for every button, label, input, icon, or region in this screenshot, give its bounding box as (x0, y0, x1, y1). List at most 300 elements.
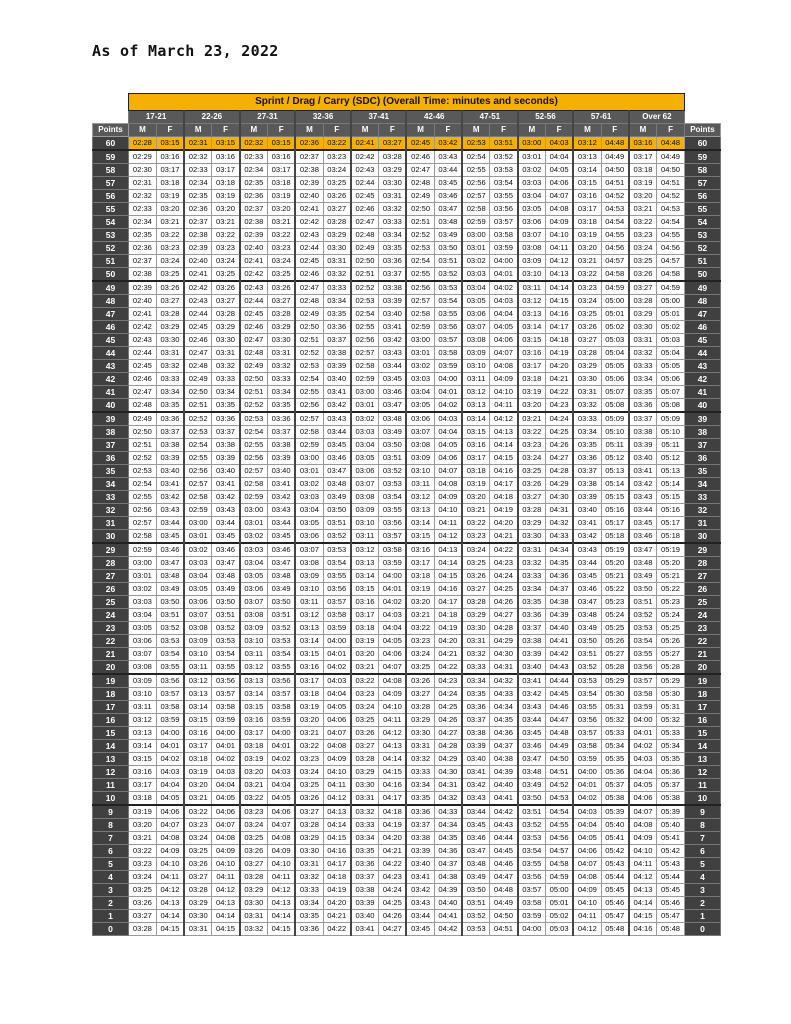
female-time-cell: 04:52 (545, 779, 573, 792)
female-time-cell: 03:24 (212, 255, 240, 268)
female-time-cell: 05:48 (601, 923, 629, 936)
male-time-cell: 03:32 (295, 871, 323, 884)
male-time-cell: 03:24 (518, 452, 546, 465)
points-cell: 49 (93, 281, 129, 295)
male-time-cell: 04:05 (573, 832, 601, 845)
female-time-cell: 03:49 (267, 583, 295, 596)
female-time-cell: 04:13 (434, 543, 462, 557)
points-cell: 54 (684, 216, 720, 229)
female-time-cell: 03:57 (434, 334, 462, 347)
male-time-cell: 02:41 (184, 268, 212, 282)
female-time-cell: 03:28 (379, 150, 407, 164)
female-time-cell: 03:23 (323, 150, 351, 164)
male-time-cell: 03:35 (629, 386, 657, 399)
female-time-cell: 04:44 (545, 674, 573, 688)
female-time-cell: 04:03 (212, 766, 240, 779)
male-time-cell: 03:30 (351, 779, 379, 792)
male-time-cell: 02:37 (184, 216, 212, 229)
male-time-cell: 04:07 (573, 858, 601, 871)
female-time-cell: 05:38 (657, 792, 685, 806)
female-time-cell: 03:44 (267, 517, 295, 530)
male-time-cell: 03:48 (629, 557, 657, 570)
points-cell: 4 (684, 871, 720, 884)
male-time-cell: 03:09 (129, 674, 157, 688)
female-time-cell: 03:40 (323, 373, 351, 386)
female-time-cell: 03:28 (267, 308, 295, 321)
female-time-cell: 03:55 (156, 661, 184, 675)
score-row (93, 543, 721, 557)
female-time-cell: 04:13 (156, 897, 184, 910)
male-time-cell: 03:36 (351, 858, 379, 871)
male-time-cell: 03:08 (129, 661, 157, 675)
female-time-cell: 03:57 (267, 688, 295, 701)
age-group-header: 52-56 (518, 111, 574, 124)
female-time-cell: 03:43 (323, 412, 351, 426)
female-time-cell: 03:42 (156, 491, 184, 504)
male-time-cell: 02:44 (184, 308, 212, 321)
female-time-cell: 03:27 (212, 295, 240, 308)
male-time-cell: 03:47 (573, 596, 601, 609)
score-row (93, 779, 721, 792)
female-time-cell: 04:02 (379, 596, 407, 609)
male-time-cell: 02:50 (240, 373, 268, 386)
female-time-cell: 05:28 (657, 661, 685, 675)
female-time-cell: 04:07 (156, 819, 184, 832)
female-time-cell: 04:32 (434, 792, 462, 806)
male-time-cell: 03:05 (406, 399, 434, 413)
female-time-cell: 03:28 (323, 216, 351, 229)
male-time-cell: 03:19 (573, 229, 601, 242)
male-time-cell: 03:35 (573, 439, 601, 452)
female-time-cell: 03:38 (267, 439, 295, 452)
male-time-cell: 03:03 (295, 491, 323, 504)
male-time-cell: 03:41 (573, 517, 601, 530)
points-cell: 50 (684, 268, 720, 282)
points-cell: 30 (93, 530, 129, 544)
male-time-cell: 03:25 (573, 308, 601, 321)
male-time-cell: 04:01 (573, 779, 601, 792)
female-time-cell: 05:21 (657, 570, 685, 583)
male-time-cell: 03:40 (573, 504, 601, 517)
male-time-cell: 03:39 (518, 648, 546, 661)
male-time-cell: 03:42 (629, 478, 657, 491)
male-time-cell: 02:52 (351, 281, 379, 295)
score-row (93, 347, 721, 360)
female-time-cell: 04:06 (212, 805, 240, 819)
female-time-cell: 03:26 (323, 190, 351, 203)
male-time-cell: 03:14 (351, 570, 379, 583)
points-cell: 16 (684, 714, 720, 727)
male-time-cell: 03:32 (406, 753, 434, 766)
female-time-cell: 04:15 (490, 452, 518, 465)
male-time-cell: 03:50 (518, 792, 546, 806)
points-cell: 14 (684, 740, 720, 753)
male-time-cell: 03:54 (518, 845, 546, 858)
male-time-cell: 03:24 (629, 242, 657, 255)
points-cell: 2 (684, 897, 720, 910)
male-time-cell: 03:38 (462, 727, 490, 740)
male-time-cell: 02:46 (295, 268, 323, 282)
male-time-cell: 03:49 (629, 570, 657, 583)
female-time-cell: 05:48 (657, 923, 685, 936)
male-time-cell: 03:56 (518, 871, 546, 884)
female-time-cell: 04:50 (490, 910, 518, 923)
female-time-cell: 03:35 (267, 399, 295, 413)
female-time-cell: 03:46 (434, 190, 462, 203)
female-time-cell: 04:11 (267, 871, 295, 884)
male-time-cell: 03:09 (295, 570, 323, 583)
score-row (93, 832, 721, 845)
male-time-cell: 03:05 (351, 452, 379, 465)
female-time-cell: 04:16 (490, 465, 518, 478)
male-time-cell: 03:49 (518, 779, 546, 792)
male-time-cell: 02:44 (295, 242, 323, 255)
male-time-cell: 02:52 (295, 347, 323, 360)
male-time-cell: 02:55 (406, 268, 434, 282)
male-time-cell: 03:52 (573, 661, 601, 675)
male-time-cell: 02:59 (462, 216, 490, 229)
points-cell: 43 (93, 360, 129, 373)
male-time-cell: 02:53 (240, 412, 268, 426)
male-time-cell: 03:45 (462, 819, 490, 832)
female-time-cell: 03:34 (323, 295, 351, 308)
female-time-cell: 03:33 (379, 216, 407, 229)
male-time-cell: 03:22 (240, 792, 268, 806)
male-time-cell: 02:38 (295, 164, 323, 177)
female-time-cell: 04:24 (434, 688, 462, 701)
male-time-cell: 02:57 (462, 190, 490, 203)
male-time-cell: 03:40 (629, 452, 657, 465)
female-time-cell: 04:16 (323, 845, 351, 858)
female-time-cell: 03:16 (267, 150, 295, 164)
female-time-cell: 04:49 (657, 150, 685, 164)
male-time-cell: 03:26 (518, 478, 546, 491)
points-cell: 38 (684, 426, 720, 439)
male-time-cell: 03:23 (351, 688, 379, 701)
male-time-cell: 02:50 (406, 203, 434, 216)
male-time-cell: 03:13 (518, 308, 546, 321)
female-time-cell: 05:45 (601, 884, 629, 897)
female-time-cell: 04:15 (379, 766, 407, 779)
male-time-cell: 03:18 (240, 740, 268, 753)
female-time-cell: 04:38 (434, 871, 462, 884)
female-time-cell: 03:15 (212, 137, 240, 151)
male-time-cell: 03:32 (462, 648, 490, 661)
male-time-cell: 03:34 (406, 779, 434, 792)
male-time-cell: 03:34 (462, 674, 490, 688)
female-time-cell: 03:33 (212, 373, 240, 386)
female-time-cell: 05:02 (657, 321, 685, 334)
points-cell: 44 (93, 347, 129, 360)
male-time-cell: 04:07 (629, 805, 657, 819)
female-time-cell: 04:58 (545, 858, 573, 871)
male-time-cell: 03:15 (351, 583, 379, 596)
female-time-cell: 04:21 (379, 845, 407, 858)
male-time-cell: 04:12 (573, 923, 601, 936)
points-cell: 43 (684, 360, 720, 373)
female-time-cell: 03:47 (212, 557, 240, 570)
male-time-cell: 03:30 (240, 897, 268, 910)
female-time-cell: 05:23 (601, 596, 629, 609)
female-time-cell: 03:29 (323, 229, 351, 242)
male-time-cell: 04:12 (629, 871, 657, 884)
female-time-cell: 05:46 (601, 897, 629, 910)
male-time-cell: 03:02 (295, 478, 323, 491)
male-time-cell: 03:38 (406, 832, 434, 845)
male-time-cell: 03:57 (629, 674, 657, 688)
female-time-cell: 05:08 (601, 399, 629, 413)
male-time-cell: 03:50 (629, 583, 657, 596)
male-time-cell: 03:27 (129, 910, 157, 923)
male-time-cell: 03:59 (518, 910, 546, 923)
male-time-cell: 02:44 (240, 295, 268, 308)
female-time-cell: 04:37 (545, 583, 573, 596)
male-time-cell: 03:00 (295, 452, 323, 465)
female-time-cell: 05:04 (601, 347, 629, 360)
female-time-cell: 03:20 (267, 203, 295, 216)
male-time-cell: 03:09 (518, 255, 546, 268)
score-row (93, 295, 721, 308)
female-time-cell: 05:35 (657, 753, 685, 766)
male-time-cell: 03:51 (573, 648, 601, 661)
male-time-cell: 03:36 (406, 805, 434, 819)
female-time-cell: 05:22 (601, 583, 629, 596)
female-time-cell: 04:16 (545, 308, 573, 321)
female-time-cell: 04:43 (545, 661, 573, 675)
female-time-cell: 03:34 (267, 386, 295, 399)
male-time-cell: 02:45 (129, 360, 157, 373)
female-time-cell: 04:10 (212, 858, 240, 871)
points-cell: 40 (93, 399, 129, 413)
female-time-cell: 04:22 (434, 661, 462, 675)
female-time-cell: 04:41 (434, 910, 462, 923)
male-time-cell: 02:47 (351, 216, 379, 229)
female-time-cell: 03:34 (156, 386, 184, 399)
female-time-cell: 04:03 (545, 137, 573, 151)
male-time-cell: 03:29 (573, 360, 601, 373)
male-time-cell: 03:39 (462, 740, 490, 753)
male-time-cell: 03:03 (184, 557, 212, 570)
male-time-cell: 03:30 (629, 321, 657, 334)
female-time-cell: 04:19 (490, 504, 518, 517)
male-time-cell: 03:35 (518, 596, 546, 609)
female-time-cell: 03:57 (379, 530, 407, 544)
male-time-cell: 03:13 (129, 727, 157, 740)
female-time-cell: 03:44 (323, 426, 351, 439)
female-time-cell: 03:37 (212, 426, 240, 439)
points-cell: 39 (93, 412, 129, 426)
points-cell: 45 (93, 334, 129, 347)
score-row (93, 583, 721, 596)
male-time-cell: 03:00 (351, 386, 379, 399)
male-time-cell: 03:12 (351, 543, 379, 557)
female-time-cell: 04:04 (379, 622, 407, 635)
male-header: M (462, 124, 490, 137)
male-time-cell: 03:02 (462, 255, 490, 268)
male-time-cell: 03:25 (462, 557, 490, 570)
female-time-cell: 03:43 (267, 504, 295, 517)
male-time-cell: 03:20 (573, 242, 601, 255)
male-time-cell: 03:43 (573, 543, 601, 557)
male-time-cell: 03:55 (573, 701, 601, 714)
female-time-cell: 04:42 (545, 648, 573, 661)
female-time-cell: 04:48 (601, 137, 629, 151)
points-cell: 29 (93, 543, 129, 557)
score-row (93, 884, 721, 897)
male-time-cell: 03:38 (351, 884, 379, 897)
female-time-cell: 05:16 (657, 504, 685, 517)
score-row (93, 334, 721, 347)
female-time-cell: 05:40 (657, 819, 685, 832)
score-row (93, 570, 721, 583)
female-time-cell: 04:31 (490, 661, 518, 675)
male-time-cell: 02:59 (406, 321, 434, 334)
female-time-cell: 05:29 (657, 674, 685, 688)
points-cell: 9 (93, 805, 129, 819)
female-time-cell: 04:57 (545, 845, 573, 858)
female-time-cell: 03:56 (212, 674, 240, 688)
female-time-cell: 04:31 (434, 779, 462, 792)
score-row (93, 255, 721, 268)
female-time-cell: 04:05 (434, 439, 462, 452)
male-time-cell: 03:30 (518, 530, 546, 544)
female-time-cell: 04:57 (657, 255, 685, 268)
male-time-cell: 03:28 (406, 701, 434, 714)
female-time-cell: 04:00 (490, 255, 518, 268)
male-time-cell: 03:10 (129, 688, 157, 701)
male-time-cell: 02:47 (406, 164, 434, 177)
female-time-cell: 05:24 (657, 609, 685, 622)
female-time-cell: 05:06 (657, 373, 685, 386)
female-time-cell: 04:26 (545, 439, 573, 452)
male-time-cell: 03:36 (462, 701, 490, 714)
female-time-cell: 03:35 (379, 242, 407, 255)
male-time-cell: 03:28 (129, 923, 157, 936)
male-time-cell: 03:13 (462, 399, 490, 413)
female-time-cell: 04:12 (323, 792, 351, 806)
female-time-cell: 04:18 (323, 871, 351, 884)
female-time-cell: 03:54 (490, 177, 518, 190)
male-time-cell: 03:37 (462, 714, 490, 727)
male-time-cell: 03:01 (518, 150, 546, 164)
male-time-cell: 03:06 (351, 465, 379, 478)
male-time-cell: 03:25 (518, 465, 546, 478)
male-time-cell: 03:17 (295, 674, 323, 688)
male-time-cell: 03:12 (240, 661, 268, 675)
male-time-cell: 03:32 (573, 399, 601, 413)
score-row (93, 740, 721, 753)
female-time-cell: 03:50 (156, 596, 184, 609)
male-time-cell: 03:16 (295, 661, 323, 675)
male-time-cell: 03:12 (184, 674, 212, 688)
female-time-cell: 03:42 (379, 334, 407, 347)
male-time-cell: 03:28 (573, 347, 601, 360)
female-time-cell: 04:17 (379, 792, 407, 806)
male-time-cell: 03:16 (240, 714, 268, 727)
points-cell: 0 (684, 923, 720, 936)
male-time-cell: 03:27 (295, 805, 323, 819)
points-cell: 53 (684, 229, 720, 242)
score-row (93, 137, 721, 151)
female-time-cell: 03:32 (267, 360, 295, 373)
female-header: F (156, 124, 184, 137)
female-time-cell: 03:40 (267, 465, 295, 478)
male-time-cell: 03:14 (462, 412, 490, 426)
female-time-cell: 04:37 (434, 858, 462, 871)
male-time-cell: 02:55 (351, 321, 379, 334)
female-time-cell: 03:51 (323, 517, 351, 530)
female-time-cell: 04:29 (545, 478, 573, 491)
male-time-cell: 03:46 (573, 583, 601, 596)
male-header: M (573, 124, 601, 137)
points-cell: 9 (684, 805, 720, 819)
points-cell: 8 (93, 819, 129, 832)
male-time-cell: 03:19 (240, 753, 268, 766)
points-cell: 21 (684, 648, 720, 661)
female-time-cell: 04:12 (379, 727, 407, 740)
male-time-cell: 04:02 (573, 792, 601, 806)
female-time-cell: 05:42 (601, 845, 629, 858)
score-row (93, 229, 721, 242)
male-time-cell: 03:19 (518, 386, 546, 399)
female-time-cell: 05:09 (601, 412, 629, 426)
male-time-cell: 03:17 (573, 203, 601, 216)
female-time-cell: 03:41 (379, 321, 407, 334)
score-row (93, 858, 721, 871)
female-time-cell: 04:40 (434, 897, 462, 910)
male-time-cell: 02:53 (129, 465, 157, 478)
female-time-cell: 03:57 (156, 688, 184, 701)
male-time-cell: 03:27 (629, 281, 657, 295)
male-time-cell: 03:16 (518, 347, 546, 360)
points-cell: 31 (684, 517, 720, 530)
female-time-cell: 03:42 (267, 491, 295, 504)
female-time-cell: 04:31 (545, 504, 573, 517)
female-time-cell: 04:07 (434, 465, 462, 478)
female-time-cell: 03:40 (379, 308, 407, 321)
male-time-cell: 02:38 (129, 268, 157, 282)
female-time-cell: 04:56 (545, 832, 573, 845)
male-time-cell: 02:33 (184, 164, 212, 177)
male-time-cell: 02:58 (129, 530, 157, 544)
male-header: M (240, 124, 268, 137)
female-time-cell: 04:12 (490, 412, 518, 426)
male-time-cell: 03:27 (462, 583, 490, 596)
female-time-cell: 04:14 (267, 910, 295, 923)
female-time-cell: 04:15 (156, 923, 184, 936)
female-time-cell: 03:44 (156, 517, 184, 530)
female-time-cell: 03:35 (212, 399, 240, 413)
points-cell: 27 (93, 570, 129, 583)
female-time-cell: 04:05 (156, 792, 184, 806)
female-time-cell: 03:54 (156, 648, 184, 661)
male-time-cell: 03:28 (462, 596, 490, 609)
male-time-cell: 03:17 (629, 150, 657, 164)
male-time-cell: 03:10 (406, 465, 434, 478)
points-cell: 28 (684, 557, 720, 570)
female-time-cell: 04:41 (490, 792, 518, 806)
female-time-cell: 04:48 (490, 884, 518, 897)
female-time-cell: 03:56 (490, 203, 518, 216)
male-time-cell: 03:40 (351, 910, 379, 923)
female-time-cell: 05:03 (545, 923, 573, 936)
female-time-cell: 04:24 (490, 570, 518, 583)
female-time-cell: 04:27 (490, 609, 518, 622)
female-time-cell: 04:20 (323, 897, 351, 910)
male-time-cell: 02:46 (406, 150, 434, 164)
female-time-cell: 03:59 (490, 242, 518, 255)
male-time-cell: 03:40 (406, 858, 434, 871)
